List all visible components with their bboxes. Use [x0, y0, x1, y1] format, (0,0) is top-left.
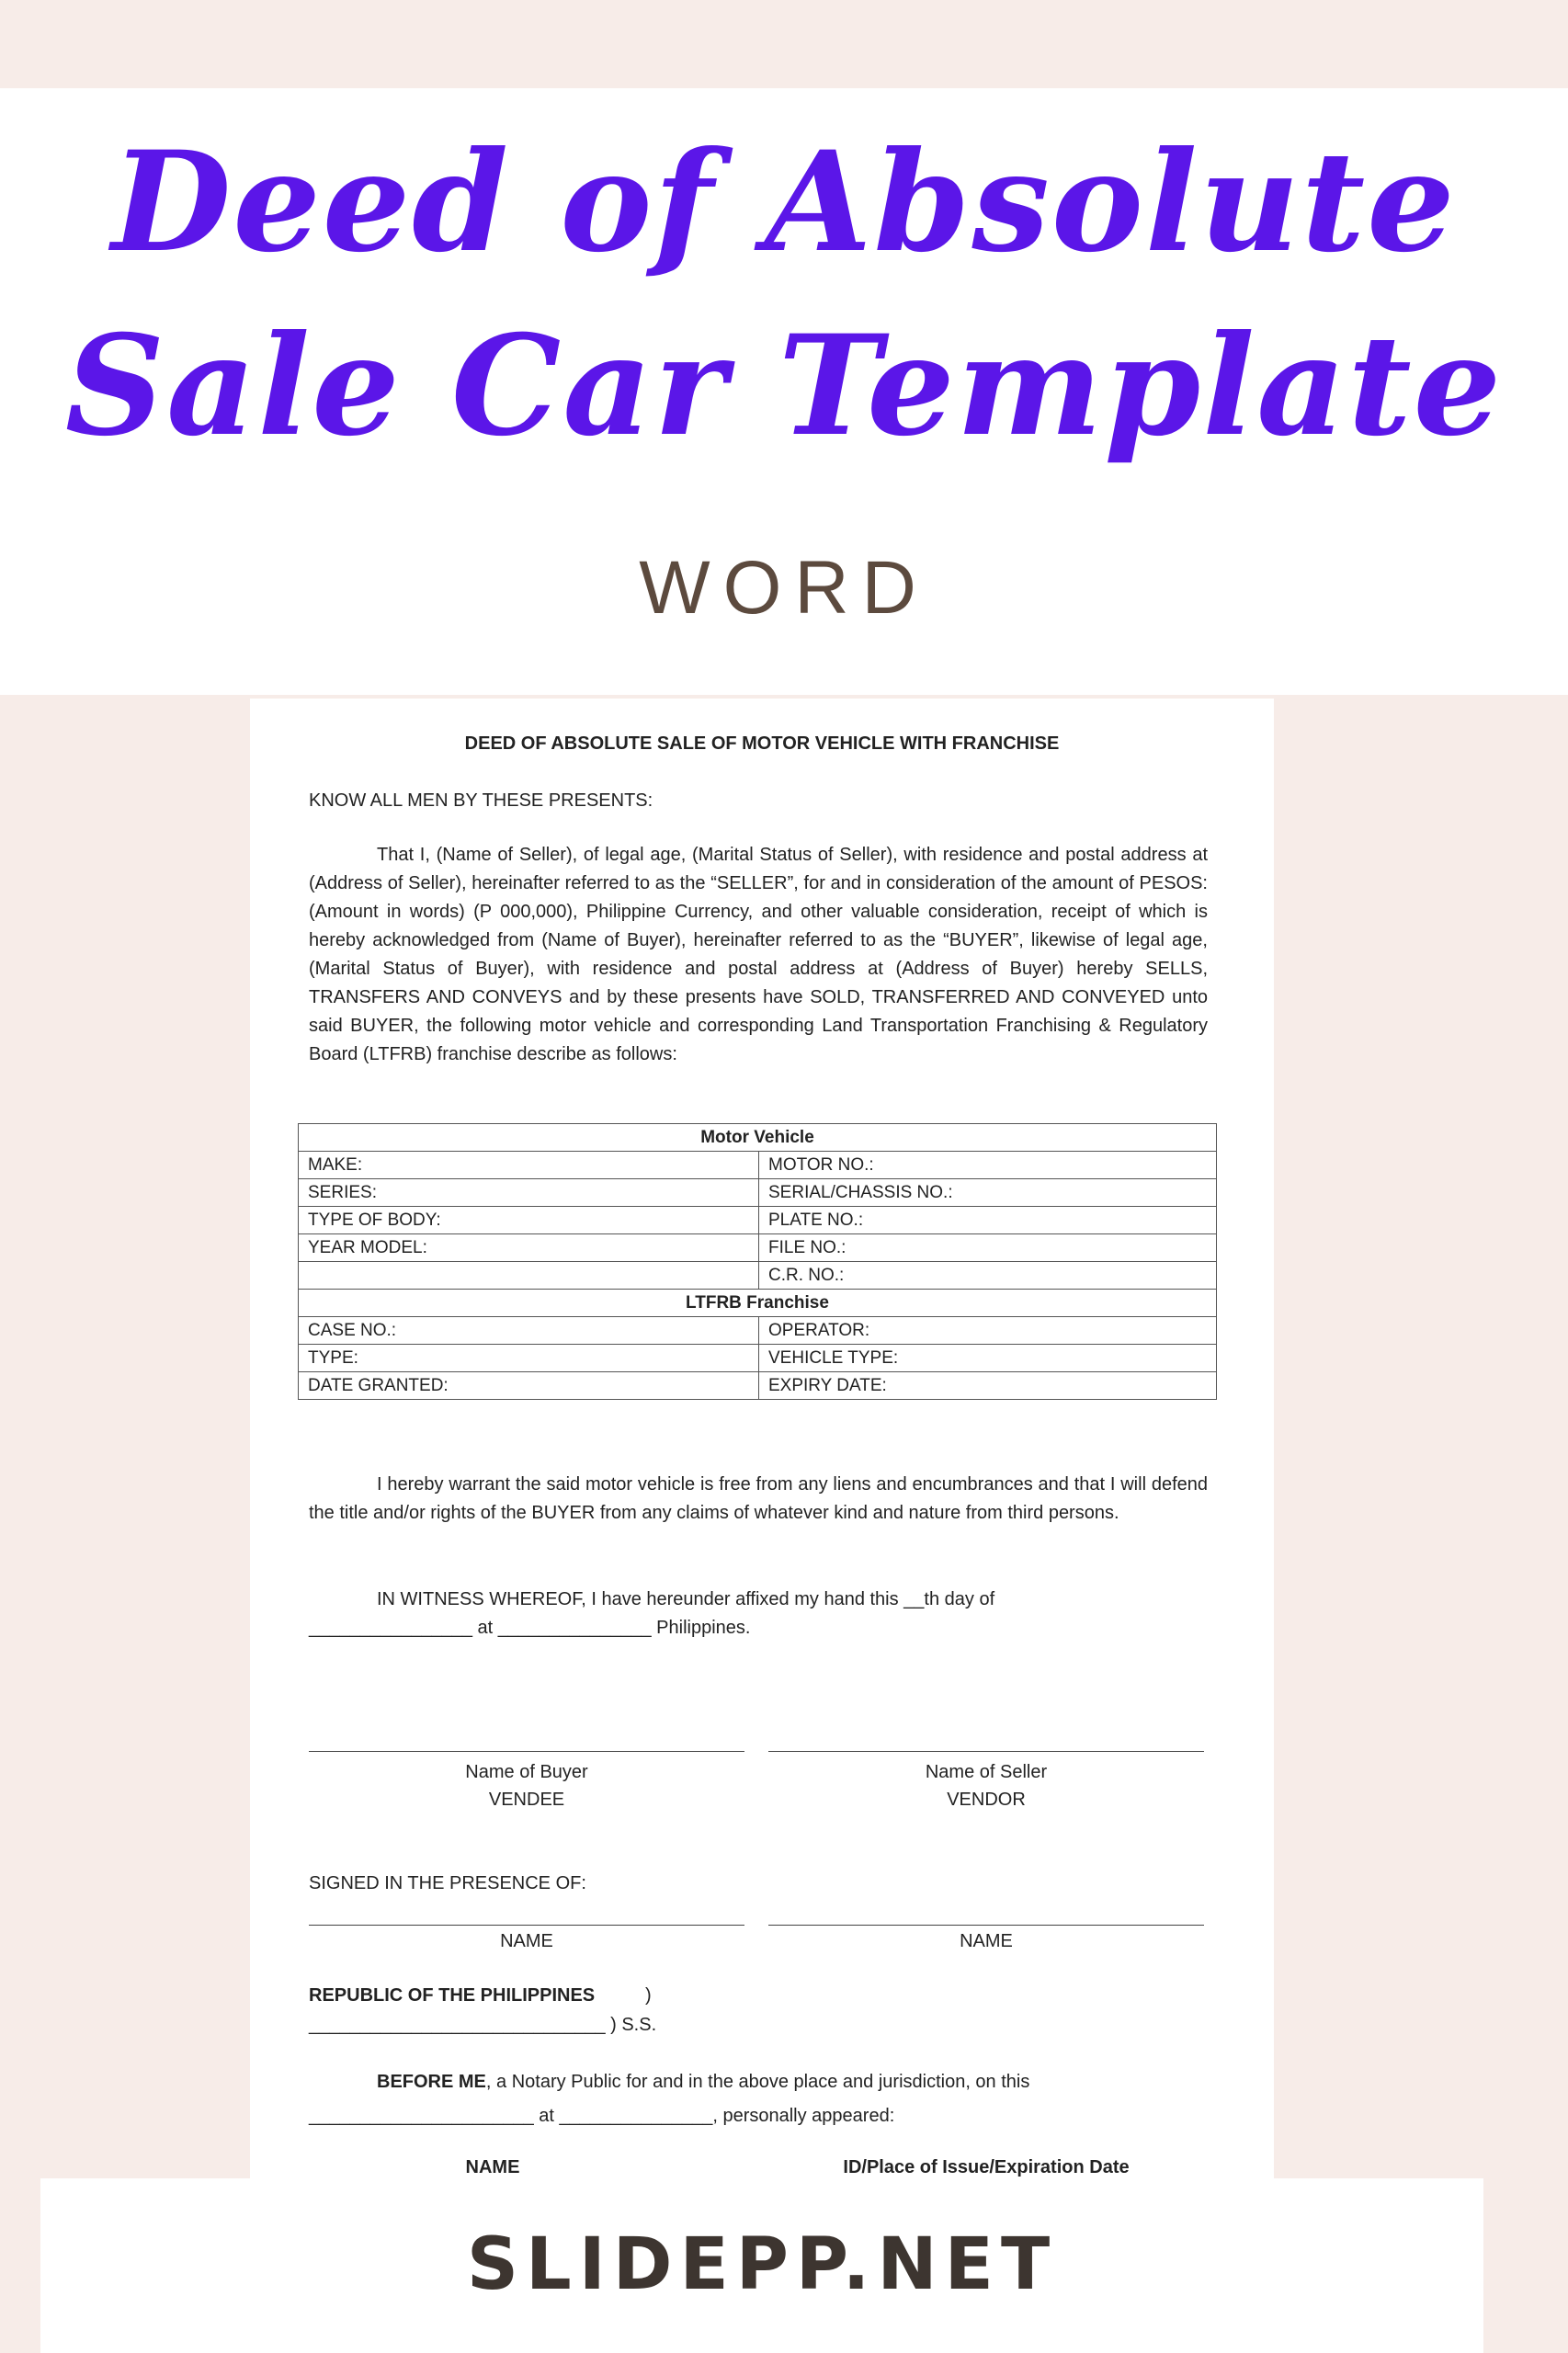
witness-line-2: ________________ at _______________ Philippines.: [309, 1618, 751, 1638]
table-cell: MAKE:: [299, 1152, 759, 1179]
page-title-line-1: Deed of Absolute: [111, 121, 1457, 283]
ltfrb-franchise-header: LTFRB Franchise: [299, 1290, 1217, 1317]
footer-band: [40, 2178, 1483, 2353]
table-row: [299, 1234, 1217, 1262]
before-me-line-1: [309, 2068, 1208, 2097]
col-name-heading: NAME: [465, 2157, 520, 2177]
table-row: [299, 1317, 1217, 1345]
witness-name-label-right: NAME: [960, 1931, 1013, 1951]
intro-text: KNOW ALL MEN BY THESE PRESENTS:: [309, 790, 653, 811]
buyer-name-label: Name of Buyer: [465, 1762, 588, 1782]
witness-signature-line-left: [309, 1925, 744, 1926]
page-subtitle: WORD: [639, 546, 929, 630]
table-cell: VEHICLE TYPE:: [759, 1345, 1217, 1372]
table-row: [299, 1179, 1217, 1207]
table-row: [299, 1207, 1217, 1234]
witness-name-label-left: NAME: [500, 1931, 553, 1951]
motor-vehicle-header: Motor Vehicle: [299, 1124, 1217, 1152]
table-cell: SERIAL/CHASSIS NO.:: [759, 1179, 1217, 1207]
table-row: [299, 1152, 1217, 1179]
buyer-signature-line: [309, 1751, 744, 1752]
table-cell: EXPIRY DATE:: [759, 1372, 1217, 1400]
republic-heading: REPUBLIC OF THE PHILIPPINES: [309, 1985, 596, 2006]
seller-role-label: VENDOR: [947, 1790, 1026, 1810]
before-me-rest: , a Notary Public for and in the above place and jurisdiction, on this: [485, 2072, 1030, 2092]
table-cell: MOTOR NO.:: [759, 1152, 1217, 1179]
table-cell: C.R. NO.:: [759, 1262, 1217, 1290]
table-row: [299, 1124, 1217, 1152]
signed-presence-text: SIGNED IN THE PRESENCE OF:: [309, 1873, 586, 1893]
document-title: DEED OF ABSOLUTE SALE OF MOTOR VEHICLE WITH FRANCHISE: [464, 733, 1060, 754]
table-cell: TYPE:: [299, 1345, 759, 1372]
document-preview: [250, 699, 1274, 2178]
table-cell: CASE NO.:: [299, 1317, 759, 1345]
col-id-heading: ID/Place of Issue/Expiration Date: [843, 2157, 1130, 2177]
table-cell: YEAR MODEL:: [299, 1234, 759, 1262]
vehicle-table: [298, 1123, 1217, 1400]
table-row: [299, 1290, 1217, 1317]
table-cell: SERIES:: [299, 1179, 759, 1207]
buyer-role-label: VENDEE: [488, 1790, 565, 1810]
table-cell: PLATE NO.:: [759, 1207, 1217, 1234]
table-cell: OPERATOR:: [759, 1317, 1217, 1345]
seller-signature-line: [768, 1751, 1204, 1752]
warranty-paragraph: I hereby warrant the said motor vehicle is free from any liens and encumbrances and that I will defend the title and/or rights of the BUYER from any claims of whatever kind and nature from third persons.: [309, 1474, 1208, 1523]
ss-line: _____________________________ ) S.S.: [309, 2015, 657, 2035]
before-me-line-2: ______________________ at _______________, personally appeared:: [309, 2106, 895, 2126]
republic-bracket: ): [645, 1985, 652, 2006]
table-cell: FILE NO.:: [759, 1234, 1217, 1262]
table-row: [299, 1345, 1217, 1372]
seller-name-label: Name of Seller: [925, 1762, 1048, 1782]
witness-line-1: IN WITNESS WHEREOF, I have hereunder affixed my hand this __th day of: [377, 1589, 995, 1609]
table-row: [299, 1262, 1217, 1290]
table-row: [299, 1372, 1217, 1400]
sale-paragraph: That I, (Name of Seller), of legal age, (Marital Status of Seller), with residence and postal address at (Address of Seller), hereinafter referred to as the “SELLER”, for and in consideration of the amount of PESOS: (Amount in words) (P 000,000), Philippine Currency, and other valuable consideration, receipt of which is hereby acknowledged from (Name of Buyer), hereinafter referred to as the “BUYER”, likewise of legal age, (Marital Status of Buyer), with residence and postal address at (Address of Buyer) hereby SELLS, TRANSFERS AND CONVEYS and by these presents have SOLD, TRANSFERRED AND CONVEYED unto said BUYER, the following motor vehicle and corresponding Land Transportation Franchising & Regulatory Board (LTFRB) franchise describe as follows:: [309, 845, 1208, 1064]
table-cell: DATE GRANTED:: [299, 1372, 759, 1400]
page-title-line-2: Sale Car Template: [64, 305, 1504, 467]
table-cell: TYPE OF BODY:: [299, 1207, 759, 1234]
before-me-bold: BEFORE ME: [377, 2072, 486, 2092]
table-cell: [299, 1262, 759, 1290]
site-name: SLIDEPP.NET: [466, 2223, 1058, 2306]
witness-signature-line-right: [768, 1925, 1204, 1926]
